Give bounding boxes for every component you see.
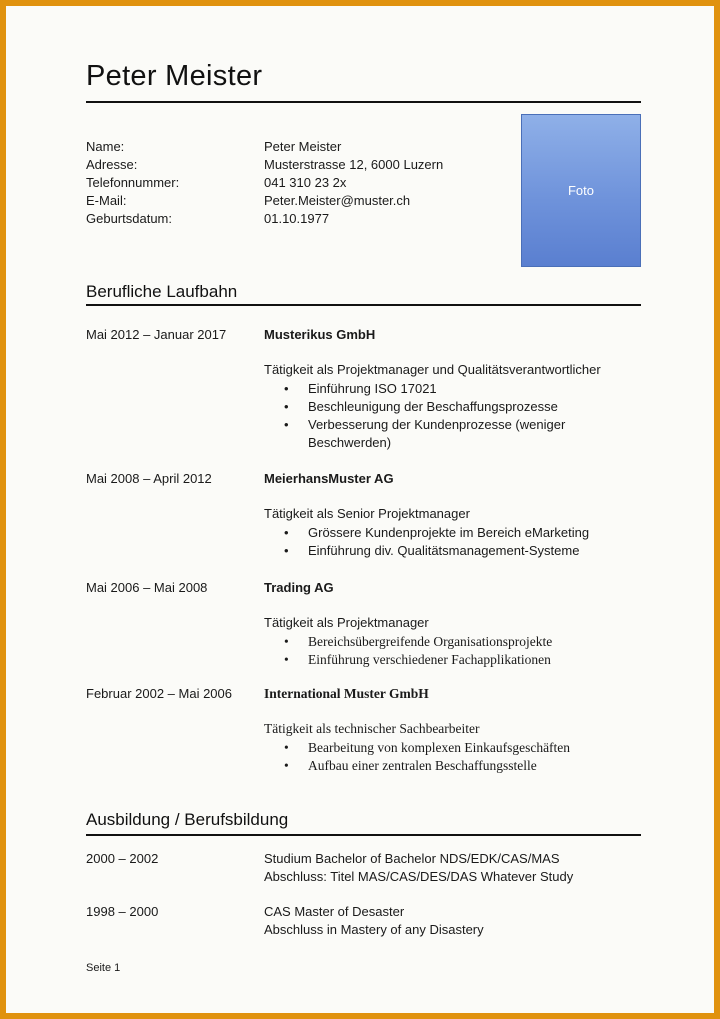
personal-value: Peter Meister bbox=[264, 139, 342, 154]
job-description: Tätigkeit als technischer Sachbearbeiter bbox=[264, 721, 480, 736]
education-date: 2000 – 2002 bbox=[86, 851, 159, 866]
education-line: Abschluss in Mastery of any Disastery bbox=[264, 922, 484, 937]
job-task: • Grössere Kundenprojekte im Bereich eMarketing bbox=[264, 524, 628, 542]
job-task: • Bearbeitung von komplexen Einkaufsgeschäften bbox=[264, 739, 628, 757]
job-entry bbox=[86, 686, 646, 781]
job-task: • Einführung ISO 17021 bbox=[264, 380, 628, 398]
education-line: CAS Master of Desaster bbox=[264, 904, 405, 919]
job-date: Mai 2008 – April 2012 bbox=[86, 471, 212, 486]
page-number: Seite 1 bbox=[86, 962, 121, 974]
job-entry bbox=[86, 580, 646, 675]
section-heading-career: Berufliche Laufbahn bbox=[86, 282, 238, 301]
title-divider bbox=[86, 101, 641, 103]
job-task: • Einführung div. Qualitätsmanagement-Systeme bbox=[264, 542, 628, 560]
job-task: • Bereichsübergreifende Organisationsprojekte bbox=[264, 633, 628, 651]
personal-label: Telefonnummer: bbox=[86, 175, 180, 190]
personal-label: Name: bbox=[86, 139, 125, 154]
education-date: 1998 – 2000 bbox=[86, 904, 159, 919]
job-company: Musterikus GmbH bbox=[264, 327, 376, 342]
job-company: International Muster GmbH bbox=[264, 686, 429, 701]
job-task-list bbox=[264, 380, 628, 452]
page-title: Peter Meister bbox=[86, 60, 263, 92]
job-task: • Verbesserung der Kundenprozesse (weniger Beschwerden) bbox=[264, 416, 628, 452]
job-task: • Aufbau einer zentralen Beschaffungsstelle bbox=[264, 757, 628, 775]
job-date: Mai 2012 – Januar 2017 bbox=[86, 327, 227, 342]
career-divider bbox=[86, 304, 641, 306]
job-entry bbox=[86, 327, 646, 457]
personal-value: 01.10.1977 bbox=[264, 211, 330, 226]
job-description: Tätigkeit als Projektmanager und Qualitätsverantwortlicher bbox=[264, 362, 601, 377]
personal-label: Geburtsdatum: bbox=[86, 211, 172, 226]
personal-value: Musterstrasse 12, 6000 Luzern bbox=[264, 157, 444, 172]
job-company: MeierhansMuster AG bbox=[264, 471, 394, 486]
job-company: Trading AG bbox=[264, 580, 334, 595]
job-task: • Einführung verschiedener Fachapplikationen bbox=[264, 651, 628, 669]
personal-label: E-Mail: bbox=[86, 193, 127, 208]
job-description: Tätigkeit als Senior Projektmanager bbox=[264, 506, 470, 521]
education-line: Abschluss: Titel MAS/CAS/DES/DAS Whatever Study bbox=[264, 869, 574, 884]
education-divider bbox=[86, 834, 641, 836]
job-task-list bbox=[264, 633, 628, 669]
job-task: • Beschleunigung der Beschaffungsprozesse bbox=[264, 398, 628, 416]
section-heading-education: Ausbildung / Berufsbildung bbox=[86, 810, 289, 829]
personal-value: Peter.Meister@muster.ch bbox=[264, 193, 411, 208]
personal-value: 041 310 23 2x bbox=[264, 175, 347, 190]
job-description: Tätigkeit als Projektmanager bbox=[264, 615, 429, 630]
photo-label: Foto bbox=[567, 183, 594, 198]
education-line: Studium Bachelor of Bachelor NDS/EDK/CAS/MAS bbox=[264, 851, 560, 866]
job-entry bbox=[86, 471, 646, 566]
job-task-list bbox=[264, 739, 628, 775]
education-entry bbox=[86, 850, 646, 890]
personal-label: Adresse: bbox=[86, 157, 138, 172]
photo-placeholder bbox=[521, 114, 641, 267]
education-entry bbox=[86, 903, 646, 943]
job-task-list bbox=[264, 524, 628, 560]
job-date: Mai 2006 – Mai 2008 bbox=[86, 580, 208, 595]
job-date: Februar 2002 – Mai 2006 bbox=[86, 686, 232, 701]
